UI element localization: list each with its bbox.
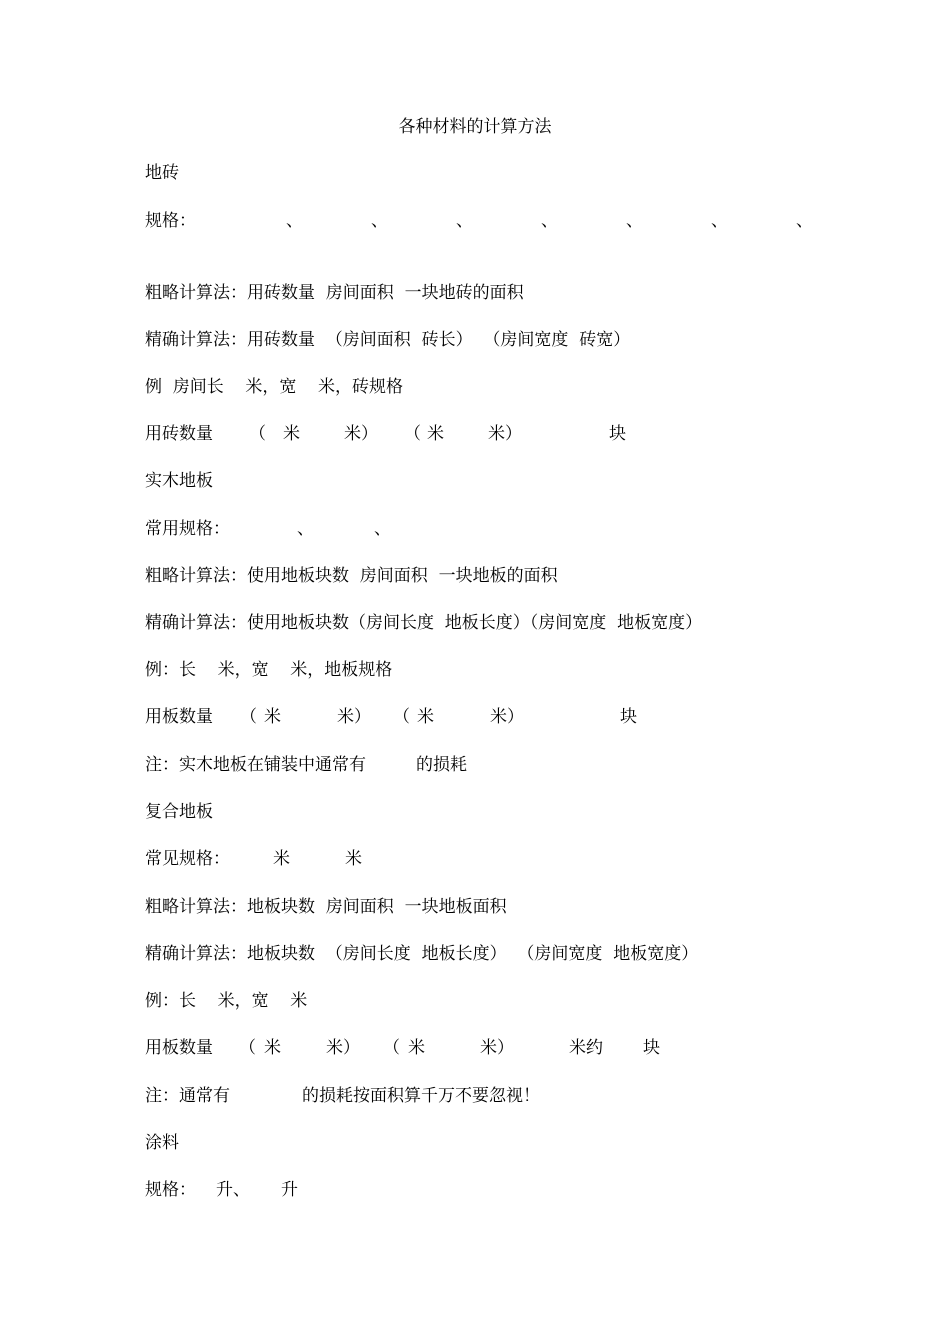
separator: 、 [711, 211, 728, 231]
line-text: 米 [264, 1038, 281, 1058]
line-text: （ [249, 424, 266, 444]
line-text: 涂料 [145, 1133, 179, 1153]
line-text: 常见规格： [145, 849, 230, 869]
line-text: 地砖 [145, 163, 179, 183]
line-text: 用板数量 [145, 707, 213, 727]
line-text: 块 [620, 707, 637, 727]
line-text: 米 [273, 849, 290, 869]
line-text: 注：通常有 [145, 1086, 230, 1106]
line-text: 常用规格： [145, 519, 230, 539]
line-text: 精确计算法：地板块数 （房间长度 地板长度） （房间宽度 地板宽度） [145, 944, 699, 964]
line-text: 升、 [216, 1180, 250, 1200]
line-text: 例 房间长 米，宽 米，砖规格 [145, 377, 404, 397]
line-text: 升 [281, 1180, 298, 1200]
line-text: 例：长 米，宽 米，地板规格 [145, 660, 393, 680]
line-text: 米） [488, 424, 522, 444]
line-text: 用砖数量 [145, 424, 213, 444]
separator: 、 [371, 211, 388, 231]
line-text: 米） [337, 707, 371, 727]
paint-spec-line [145, 1179, 298, 1289]
line-text: 规格： [145, 211, 196, 231]
line-text: 规格： [145, 1180, 196, 1200]
separator: 、 [286, 211, 303, 231]
line-text: （ [239, 1038, 256, 1058]
line-text: 的损耗 [416, 755, 467, 775]
line-text: 精确计算法：使用地板块数（房间长度 地板长度）（房间宽度 地板宽度） [145, 613, 703, 633]
separator: 、 [626, 211, 643, 231]
line-text: （ [404, 424, 421, 444]
line-text: 米 [345, 849, 362, 869]
line-text: 米 [408, 1038, 425, 1058]
line-text: 精确计算法：用砖数量 （房间面积 砖长） （房间宽度 砖宽） [145, 330, 631, 350]
line-text: 米 [264, 707, 281, 727]
line-text: 米） [344, 424, 378, 444]
line-text: 米约 [569, 1038, 603, 1058]
line-text: 用板数量 [145, 1038, 213, 1058]
line-text: （ [393, 707, 410, 727]
line-text: 米 [427, 424, 444, 444]
line-text: 粗略计算法：使用地板块数 房间面积 一块地板的面积 [145, 566, 558, 586]
separator: 、 [456, 211, 473, 231]
line-text: 米 [283, 424, 300, 444]
separator: 、 [541, 211, 558, 231]
line-text: 粗略计算法：用砖数量 房间面积 一块地砖的面积 [145, 283, 524, 303]
line-text: 例：长 米，宽 米 [145, 991, 308, 1011]
separator: 、 [374, 519, 391, 539]
line-text: 米） [490, 707, 524, 727]
line-text: 粗略计算法：地板块数 房间面积 一块地板面积 [145, 897, 507, 917]
line-text: （ [240, 707, 257, 727]
line-text: 实木地板 [145, 471, 213, 491]
line-text: 块 [609, 424, 626, 444]
separator: 、 [297, 519, 314, 539]
line-text: 米） [326, 1038, 360, 1058]
line-text: 复合地板 [145, 802, 213, 822]
line-text: （ [383, 1038, 400, 1058]
line-text: 注：实木地板在铺装中通常有 [145, 755, 366, 775]
line-text: 块 [643, 1038, 660, 1058]
line-text: 米 [417, 707, 434, 727]
document-title: 各种材料的计算方法 [398, 117, 552, 137]
line-text: 的损耗按面积算千万不要忽视！ [302, 1086, 540, 1106]
line-text: 米） [480, 1038, 514, 1058]
separator: 、 [796, 211, 813, 231]
